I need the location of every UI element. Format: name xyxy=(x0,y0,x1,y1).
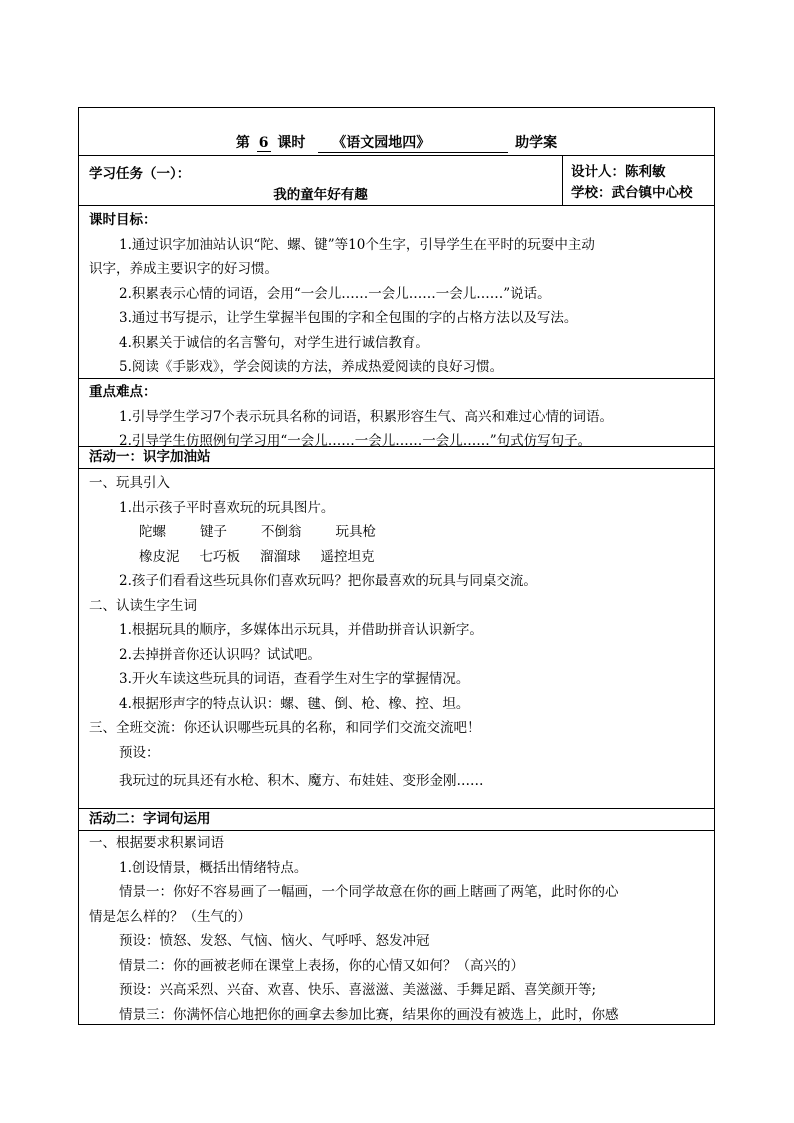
activity2-s1-title: 一、根据要求积累词语 xyxy=(89,835,224,851)
activity2-line: 预设：兴高采烈、兴奋、欢喜、快乐、喜滋滋、美滋滋、手舞足蹈、喜笑颜开等; xyxy=(119,982,597,998)
designer: 设计人：陈利敏 xyxy=(571,164,666,180)
title-suffix: 助学案 xyxy=(515,135,558,151)
activity2-line: 情景三：你满怀信心地把你的画拿去参加比赛，结果你的画没有被选上，此时，你感 xyxy=(119,1006,619,1023)
lesson-unit: 课时 xyxy=(277,135,306,151)
toy-item: 陀螺 xyxy=(139,524,166,540)
task-cell xyxy=(79,156,563,205)
toys-row-1 xyxy=(89,520,704,545)
activity2-heading-row xyxy=(79,809,714,831)
key-point-2: 2.引导学生仿照例句学习用“一会儿……一会儿……一会儿……”句式仿写句子。 xyxy=(119,433,592,449)
worksheet-table xyxy=(78,107,715,1025)
toy-item: 遥控坦克 xyxy=(320,548,375,565)
objective-1: 1.通过识字加油站认识“陀、螺、键”等10个生字，引导学生在平时的玩耍中主动 xyxy=(119,236,595,253)
unit-name: 《语文园地四》 xyxy=(318,132,508,153)
objective-2: 2.积累表示心情的词语，会用“一会儿……一会儿……一会儿……”说话。 xyxy=(119,285,551,302)
toy-item: 不倒翁 xyxy=(261,524,302,540)
objective-4: 4.积累关于诚信的名言警句，对学生进行诚信教育。 xyxy=(119,334,429,351)
objective-5: 5.阅读《手影戏》，学会阅读的方法，养成热爱阅读的良好习惯。 xyxy=(119,359,504,375)
objectives-section xyxy=(79,206,714,379)
task-row xyxy=(79,156,714,206)
activity1-s2-item: 1.根据玩具的顺序，多媒体出示玩具，并借助拼音认识新字。 xyxy=(119,622,483,638)
title-row xyxy=(79,108,714,156)
activity1-s3-answer: 我玩过的玩具还有水枪、积木、魔方、布娃娃、变形金刚…… xyxy=(119,773,484,789)
objectives-heading: 课时目标： xyxy=(89,212,157,228)
toy-item: 键子 xyxy=(200,524,227,540)
key-points-heading: 重点难点： xyxy=(89,384,157,400)
activity1-s2-title: 二、认读生字生词 xyxy=(89,597,197,614)
toys-row-2 xyxy=(89,545,704,570)
toy-item: 橡皮泥 xyxy=(139,548,180,565)
activity1-s1-title: 一、玩具引入 xyxy=(89,475,170,491)
activity1-s2-item: 2.去掉拼音你还认识吗？试试吧。 xyxy=(119,646,321,663)
activity1-s2-item: 4.根据形声字的特点认识：螺、毽、倒、枪、橡、控、坦。 xyxy=(119,695,470,712)
activity2-line: 情是怎么样的？（生气的） xyxy=(89,908,251,925)
activity2-line: 情景一：你好不容易画了一幅画，一个同学故意在你的画上瞎画了两笔，此时你的心 xyxy=(119,884,619,900)
objective-3: 3.通过书写提示，让学生掌握半包围的字和全包围的字的占格方法以及写法。 xyxy=(119,310,578,326)
lesson-number: 6 xyxy=(258,135,269,151)
activity1-s3-title: 三、全班交流：你还认识哪些玩具的名称，和同学们交流交流吧！ xyxy=(89,720,481,736)
objective-1-cont: 识字，养成主要识字的好习惯。 xyxy=(89,261,278,277)
activity2-line: 情景二：你的画被老师在课堂上表扬，你的心情又如何？（高兴的） xyxy=(119,957,524,974)
activity1-heading-row xyxy=(79,447,714,469)
activity1-s1-item2: 2.孩子们看看这些玩具你们喜欢玩吗？把你最喜欢的玩具与同桌交流。 xyxy=(119,573,537,589)
activity2-heading: 活动二：字词句运用 xyxy=(89,811,211,827)
task-subtitle: 我的童年好有趣 xyxy=(273,187,368,203)
activity1-s2-item: 3.开火车读这些玩具的词语，查看学生对生字的掌握情况。 xyxy=(119,671,470,687)
activity1-s1-item1: 1.出示孩子平时喜欢玩的玩具图片。 xyxy=(119,499,335,516)
activity2-line: 预设：愤怒、发怒、气恼、恼火、气呼呼、怒发冲冠 xyxy=(119,933,430,949)
toy-item: 溜溜球 xyxy=(260,548,301,565)
activity2-line: 1.创设情景，概括出情绪特点。 xyxy=(119,859,308,876)
activity2-section xyxy=(79,831,714,1027)
activity1-section xyxy=(79,469,714,809)
page-title xyxy=(79,132,714,153)
key-point-1: 1.引导学生学习7个表示玩具名称的词语，积累形容生气、高兴和难过心情的词语。 xyxy=(119,408,613,425)
toy-item: 玩具枪 xyxy=(335,524,376,540)
task-label: 学习任务（一）： xyxy=(89,166,191,182)
title-prefix: 第 xyxy=(235,135,250,151)
toy-item: 七巧板 xyxy=(199,548,240,565)
activity1-heading: 活动一：识字加油站 xyxy=(89,449,211,465)
designer-cell xyxy=(571,162,693,204)
key-points-section xyxy=(79,379,714,447)
activity1-s3-preset: 预设： xyxy=(119,744,160,761)
school: 学校：武台镇中心校 xyxy=(571,185,693,201)
